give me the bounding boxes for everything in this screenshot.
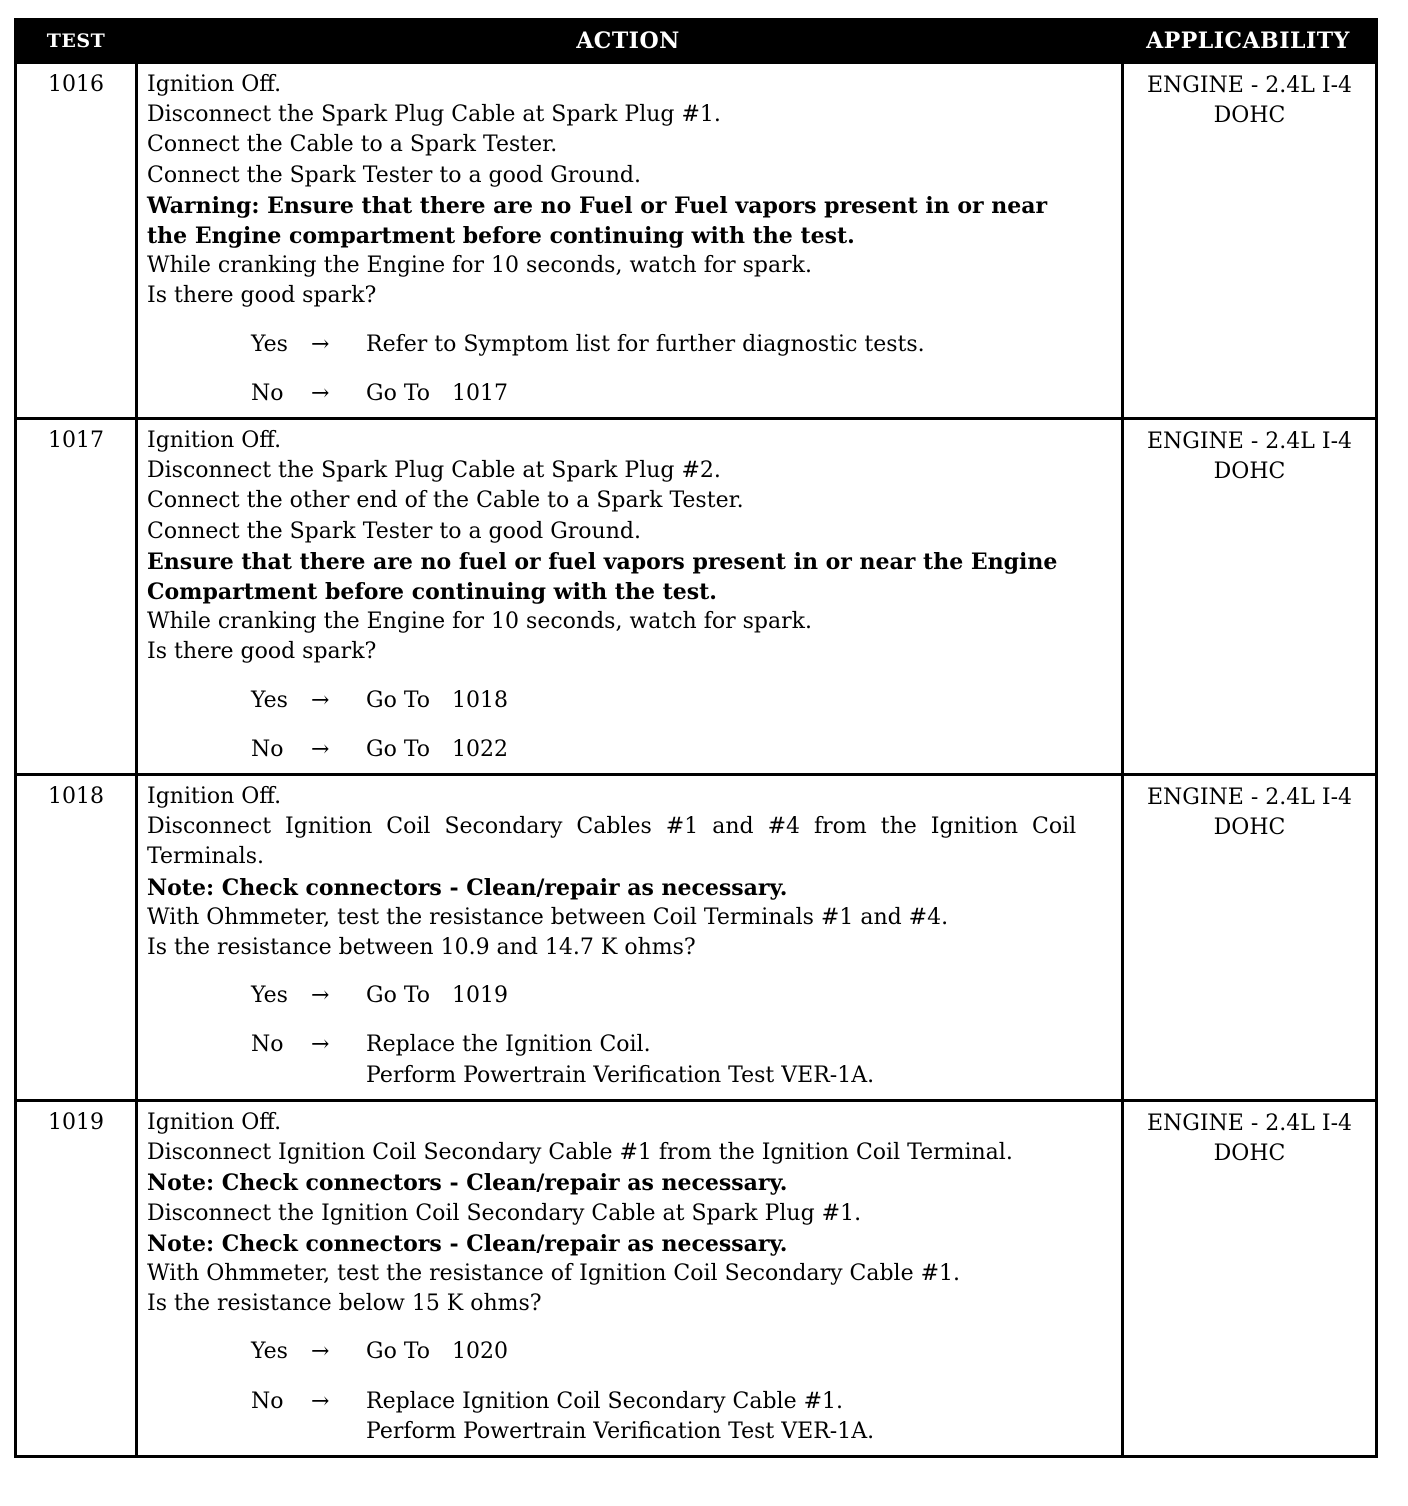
no-result-line: Perform Powertrain Verification Test VER-1A. — [366, 1418, 875, 1444]
action-line: Ignition Off. — [147, 784, 282, 810]
yes-option — [251, 686, 1113, 716]
goto-target: 1018 — [452, 687, 509, 713]
action-line: With Ohmmeter, test the resistance of Ignition Coil Secondary Cable #1. — [147, 1260, 961, 1286]
answer-options — [147, 686, 1113, 765]
no-option — [251, 735, 1113, 765]
applicability-cell — [1124, 64, 1375, 417]
test-number: 1016 — [17, 64, 138, 417]
no-result — [366, 1030, 1113, 1090]
action-line: Disconnect Ignition Coil Secondary Cables #1 and #4 from the Ignition Coil — [147, 814, 1077, 840]
action-line: Disconnect the Spark Plug Cable at Spark Plug #1. — [147, 102, 721, 128]
warning-line: Compartment before continuing with the test. — [147, 579, 717, 606]
yes-label: Yes — [251, 687, 288, 713]
arrow-right-icon: → — [311, 380, 330, 406]
yes-label: Yes — [251, 1339, 288, 1365]
no-label: No — [251, 736, 284, 762]
action-line: Disconnect the Spark Plug Cable at Spark Plug #2. — [147, 458, 721, 484]
applicability-engine: ENGINE - 2.4L I-4 — [1146, 429, 1352, 455]
question-line: Is the resistance below 15 K ohms? — [147, 1291, 542, 1317]
no-result-line: Perform Powertrain Verification Test VER-1A. — [366, 1062, 875, 1088]
table-row — [17, 417, 1375, 773]
arrow-right-icon: → — [311, 687, 330, 713]
table-row — [17, 773, 1375, 1099]
yes-result: Refer to Symptom list for further diagnostic tests. — [366, 331, 925, 357]
no-result-line: Replace the Ignition Coil. — [366, 1032, 651, 1058]
goto-target: 1022 — [452, 736, 509, 762]
header-applicability: APPLICABILITY — [1146, 28, 1350, 54]
no-option — [251, 1387, 1113, 1447]
action-cell — [138, 420, 1124, 773]
yes-label: Yes — [251, 331, 288, 357]
no-label: No — [251, 1032, 284, 1058]
note-line: Note: Check connectors - Clean/repair as necessary. — [147, 1230, 788, 1257]
warning-line: Ensure that there are no fuel or fuel vapors present in or near the Engine — [147, 548, 1058, 575]
arrow-right-icon: → — [311, 1032, 330, 1058]
yes-option — [251, 1337, 1113, 1367]
applicability-type: DOHC — [1213, 1141, 1286, 1167]
no-result — [366, 735, 1113, 765]
table-header — [17, 21, 1375, 61]
yes-result — [366, 686, 1113, 716]
applicability-cell — [1124, 776, 1375, 1099]
header-test: TEST — [46, 30, 106, 52]
no-option — [251, 1030, 1113, 1090]
applicability-engine: ENGINE - 2.4L I-4 — [1146, 1110, 1352, 1136]
diagnostic-test-table — [14, 18, 1378, 1458]
goto-target: 1017 — [452, 380, 509, 406]
action-line: Disconnect the Ignition Coil Secondary Cable at Spark Plug #1. — [147, 1200, 862, 1226]
arrow-right-icon: → — [311, 1388, 330, 1414]
warning-line: Warning: Ensure that there are no Fuel or Fuel vapors present in or near — [147, 192, 1048, 219]
yes-result — [366, 1337, 1113, 1367]
action-line: With Ohmmeter, test the resistance between Coil Terminals #1 and #4. — [147, 904, 949, 930]
yes-result — [366, 981, 1113, 1011]
answer-options — [147, 981, 1113, 1091]
applicability-cell — [1124, 420, 1375, 773]
arrow-right-icon: → — [311, 331, 330, 357]
header-action: ACTION — [576, 28, 680, 54]
goto-label: Go To — [366, 1339, 431, 1365]
goto-target: 1019 — [452, 983, 509, 1009]
warning-line: the Engine compartment before continuing with the test. — [147, 223, 855, 250]
test-number: 1018 — [17, 776, 138, 1099]
action-cell — [138, 1102, 1124, 1455]
no-label: No — [251, 1388, 284, 1414]
no-result — [366, 379, 1113, 409]
test-number: 1019 — [17, 1102, 138, 1455]
goto-label: Go To — [366, 380, 431, 406]
applicability-engine: ENGINE - 2.4L I-4 — [1146, 73, 1352, 98]
answer-options — [147, 1337, 1113, 1447]
applicability-type: DOHC — [1213, 815, 1286, 841]
no-option — [251, 379, 1113, 409]
applicability-engine: ENGINE - 2.4L I-4 — [1146, 785, 1352, 811]
goto-target: 1020 — [452, 1339, 509, 1365]
answer-options — [147, 330, 1113, 409]
table-row — [17, 61, 1375, 417]
goto-label: Go To — [366, 736, 431, 762]
test-number: 1017 — [17, 420, 138, 773]
arrow-right-icon: → — [311, 983, 330, 1009]
applicability-cell — [1124, 1102, 1375, 1455]
action-line: While cranking the Engine for 10 seconds, watch for spark. — [147, 609, 812, 635]
action-line: Ignition Off. — [147, 1109, 282, 1135]
yes-option — [251, 330, 1113, 360]
action-line: Ignition Off. — [147, 428, 282, 454]
yes-label: Yes — [251, 983, 288, 1009]
note-line: Note: Check connectors - Clean/repair as necessary. — [147, 1170, 788, 1197]
action-line: Ignition Off. — [147, 72, 282, 97]
goto-label: Go To — [366, 687, 431, 713]
action-line: Connect the other end of the Cable to a Spark Tester. — [147, 488, 744, 514]
question-line: Is there good spark? — [147, 283, 377, 309]
action-line: While cranking the Engine for 10 seconds, watch for spark. — [147, 253, 812, 279]
action-line: Connect the Spark Tester to a good Ground. — [147, 518, 641, 544]
question-line: Is there good spark? — [147, 639, 377, 665]
yes-option — [251, 981, 1113, 1011]
action-line: Disconnect Ignition Coil Secondary Cable #1 from the Ignition Coil Terminal. — [147, 1140, 1013, 1166]
action-cell — [138, 776, 1124, 1099]
no-result — [366, 1387, 1113, 1447]
action-line: Terminals. — [147, 844, 265, 870]
action-line: Connect the Spark Tester to a good Ground. — [147, 162, 641, 188]
applicability-type: DOHC — [1213, 103, 1286, 129]
note-line: Note: Check connectors - Clean/repair as necessary. — [147, 874, 788, 901]
goto-label: Go To — [366, 983, 431, 1009]
table-row — [17, 1099, 1375, 1455]
arrow-right-icon: → — [311, 736, 330, 762]
question-line: Is the resistance between 10.9 and 14.7 K ohms? — [147, 935, 696, 961]
no-label: No — [251, 380, 284, 406]
action-cell — [138, 64, 1124, 417]
arrow-right-icon: → — [311, 1339, 330, 1365]
applicability-type: DOHC — [1213, 459, 1286, 485]
no-result-line: Replace Ignition Coil Secondary Cable #1. — [366, 1388, 844, 1414]
action-line: Connect the Cable to a Spark Tester. — [147, 132, 558, 158]
